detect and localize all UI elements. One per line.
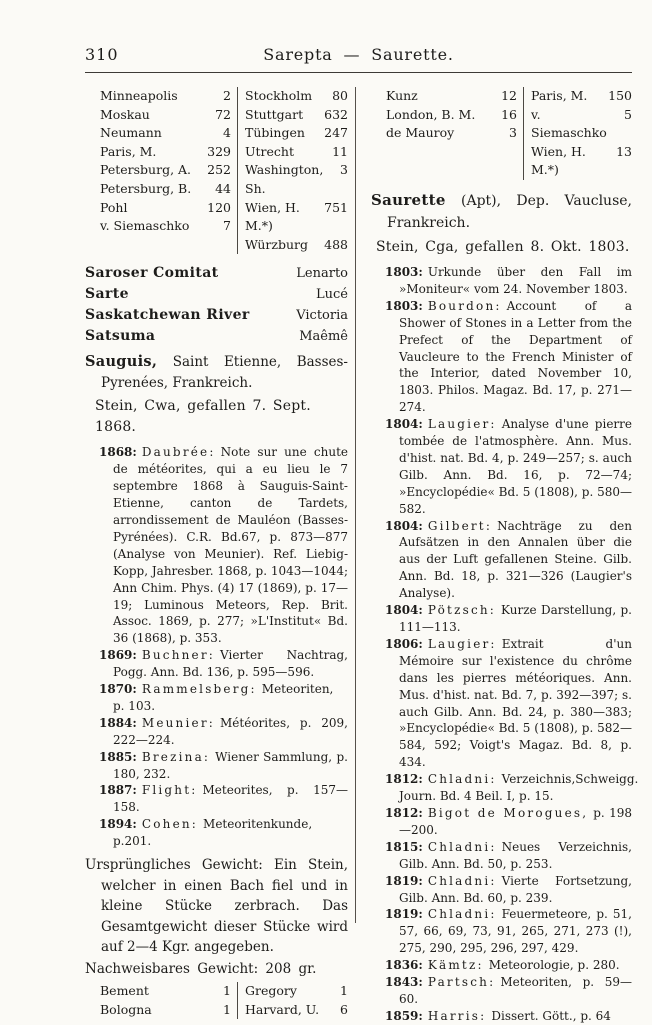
entry-year: 1868:: [99, 445, 137, 460]
entry-author: Chladni:: [427, 907, 497, 922]
right-column: [371, 87, 639, 1023]
cross-reference-list: [85, 263, 348, 347]
entry-text: Verzeichnis,Schweigg. Journ. Bd. 4 Beil. I, p. 15.: [399, 772, 639, 804]
entry-text: Vierte Fortsetzung, Gilb. Ann. Bd. 60, p. 239.: [399, 873, 632, 905]
locality-ref: Maêmê: [299, 329, 348, 345]
collection-name: Washington, Sh.: [245, 162, 324, 196]
weight-paragraph-verifiable: Nachweisbares Gewicht: 208 gr.: [85, 960, 317, 977]
table-row: [245, 982, 348, 1001]
collection-name: v. Siemaschko: [100, 218, 190, 234]
cross-reference-row: [85, 284, 348, 305]
collection-name: Wien, H. M.*): [531, 143, 586, 178]
entry-author: Cohen:: [141, 817, 199, 832]
collection-name: Harvard, U.: [245, 1001, 320, 1017]
entry-author: Brezina:: [141, 749, 211, 764]
bibliography-entry: [371, 416, 632, 517]
bibliography-entry: [85, 749, 348, 783]
bibliography-entry: [371, 974, 632, 1008]
table-row: [100, 217, 231, 236]
specimen-count: 6: [340, 1001, 348, 1017]
headword: Saskatchewan River: [85, 307, 250, 324]
entry-headword-paragraph: [371, 189, 632, 234]
bibliography-entry: [371, 839, 632, 873]
collection-name: Stockholm: [245, 88, 313, 103]
abundance-subcolumn: [386, 87, 524, 180]
specimen-count: 44: [215, 180, 231, 196]
entry-year: 1819:: [385, 873, 423, 888]
entry-text: Dissert. Gött., p. 64: [491, 1008, 611, 1023]
entry-year: 1885:: [99, 749, 137, 764]
entry-text: Extrait d'un Mémoire sur l'existence du chrôme dans les pierres météoriques. Ann. Mus. d'hist. nat. Bd. 7, p. 392—397; s. auch Gilb. Ann. Bd. 24, p. 380—383; »Encyclopédie« Bd. 5 (1808), p. 582—584, 592; Voigt's Magaz. Bd. 8, p. 434.: [399, 636, 632, 770]
running-title: Sarepta — Saurette.: [263, 45, 454, 64]
entry-year: 1859:: [385, 1008, 423, 1023]
collection-name: Paris, M.: [531, 88, 588, 103]
collection-name: London, B. M.: [386, 106, 476, 122]
specimen-count: 120: [207, 199, 231, 215]
specimen-count: 751: [324, 199, 348, 215]
specimen-count: 72: [215, 106, 231, 122]
specimen-count: 1: [223, 983, 231, 999]
table-row: [531, 87, 632, 106]
entry-author: Chladni:: [427, 839, 497, 854]
distribution-subcolumn: [238, 982, 348, 1019]
specimen-count: 247: [324, 125, 348, 141]
bibliography-entry: [371, 264, 632, 298]
cross-reference-row: [85, 305, 348, 326]
entry-text: Météorites, p. 209, 222—224.: [113, 715, 348, 747]
table-row: [100, 124, 231, 143]
specimen-count: 5: [624, 106, 632, 122]
entry-text: Kurze Darstellung, p. 111—113.: [399, 603, 632, 634]
entry-text: p. 198—200.: [399, 805, 632, 837]
entry-author: Chladni:: [427, 873, 497, 888]
locality-ref: Victoria: [296, 308, 348, 324]
bibliography-entry: [371, 873, 632, 907]
entry-text: Neues Verzeichnis, Gilb. Ann. Bd. 50, p. 253.: [399, 839, 632, 871]
entry-text: Meteoriten, p. 103.: [113, 682, 334, 713]
collection-name: Würzburg: [245, 236, 308, 252]
collection-name: Minneapolis: [100, 88, 178, 103]
collection-name: Utrecht: [245, 143, 295, 159]
entry-author: Laugier:: [427, 417, 497, 432]
bibliography-entry: [371, 602, 632, 636]
entry-author: Partsch:: [427, 975, 496, 990]
collection-name: Gregory: [245, 983, 297, 999]
entry-author: Rammelsberg:: [141, 682, 257, 697]
collection-name: Petersburg, A.: [100, 162, 192, 178]
table-row: [531, 143, 632, 180]
entry-year: 1804:: [385, 417, 423, 432]
bibliography-list: [85, 444, 348, 850]
entry-text: Meteoritenkunde, p.201.: [113, 817, 313, 849]
collection-name: Petersburg, B.: [100, 180, 192, 196]
header-rule: [85, 72, 632, 73]
cross-reference-row: [85, 263, 348, 284]
entry-text: Vierter Nachtrag, Pogg. Ann. Bd. 136, p. 595—596.: [113, 648, 348, 680]
entry-author: Daubrée:: [141, 445, 216, 460]
abundance-subcolumn: [524, 87, 632, 180]
distribution-subcolumn: [100, 982, 238, 1019]
fall-description: Stein, Cwa, gefallen 7. Sept. 1868.: [95, 398, 311, 436]
table-row: [245, 106, 348, 125]
bibliography-entry: [371, 298, 632, 416]
headword: Sarte: [85, 286, 129, 303]
column-divider: [355, 87, 356, 923]
bibliography-entry: [85, 444, 348, 647]
bibliography-entry: [85, 681, 348, 715]
entry-author: Buchner:: [141, 648, 216, 663]
entry-author: Bigot de Morogues,: [427, 805, 589, 820]
abundance-subcolumn: [238, 87, 348, 254]
distribution-table: [85, 982, 348, 1019]
headword: Saroser Comitat: [85, 265, 219, 282]
collection-name: Stuttgart: [245, 106, 304, 122]
locality-ref: Lucé: [316, 287, 348, 303]
collection-name: Wien, H. M.*): [245, 199, 300, 234]
bibliography-entry: [371, 518, 632, 603]
table-row: [386, 106, 517, 125]
bibliography-entry: [371, 957, 632, 974]
table-row: [245, 161, 348, 198]
bibliography-entry: [85, 816, 348, 850]
entry-headword-paragraph: [85, 352, 348, 393]
fall-description: Stein, Cga, gefallen 8. Okt. 1803.: [376, 238, 630, 255]
abundance-table-saurette: [371, 87, 632, 180]
collection-name: Bologna: [100, 1001, 152, 1017]
bibliography-entry: [371, 636, 632, 771]
collection-name: Tübingen: [245, 125, 305, 141]
collection-name: de Mauroy: [386, 125, 455, 141]
abundance-table-sarepta: [85, 87, 348, 254]
entry-year: 1815:: [385, 839, 423, 854]
entry-year: 1812:: [385, 772, 423, 787]
specimen-count: 488: [324, 236, 348, 252]
table-row: [245, 199, 348, 236]
entry-year: 1870:: [99, 682, 137, 697]
entry-author: Kämtz:: [427, 958, 484, 973]
entry-text: Urkunde über den Fall im »Moniteur« vom 24. November 1803.: [399, 264, 632, 296]
entry-year: 1804:: [385, 603, 423, 618]
locality-ref: Lenarto: [296, 266, 348, 282]
table-row: [100, 982, 231, 1001]
collection-name: Paris, M.: [100, 143, 157, 159]
entry-year: 1843:: [385, 975, 423, 990]
entry-text: Analyse d'une pierre tombée de l'atmosphère. Ann. Mus. d'hist. nat. Bd. 4, p. 249—257; s. auch Gilb. Ann. Bd. 16, p. 72—74; »Encyclopédie« Bd. 5 (1808), p. 580—582.: [399, 417, 632, 516]
table-row: [245, 236, 348, 255]
specimen-count: 3: [509, 125, 517, 141]
specimen-count: 12: [501, 88, 517, 103]
bibliography-entry: [85, 782, 348, 816]
specimen-count: 1: [340, 983, 348, 999]
entry-text: Meteorites, p. 157—158.: [113, 783, 348, 815]
headword: Satsuma: [85, 328, 156, 345]
specimen-count: 4: [223, 125, 231, 141]
entry-author: Pötzsch:: [427, 603, 497, 618]
entry-year: 1884:: [99, 715, 137, 730]
entry-year: 1887:: [99, 783, 137, 798]
collection-name: Kunz: [386, 88, 418, 103]
bibliography-entry: [371, 771, 639, 805]
entry-author: Flight:: [141, 783, 198, 798]
weight-section: [85, 855, 348, 979]
collection-name: v. Siemaschko: [531, 106, 607, 141]
table-row: [100, 1001, 231, 1020]
entry-author: Meunier:: [141, 715, 215, 730]
table-row: [245, 1001, 348, 1020]
collection-name: Neumann: [100, 125, 162, 141]
entry-text: Note sur une chute de météorites, qui a eu lieu le 7 septembre 1868 à Sauguis-Saint-Etienne, canton de Tardets, arrondissement de Mauléon (Basses-Pyrénées). C.R. Bd.67, p. 873—877 (Analyse von Meunier). Ref. Liebig-Kopp, Jahresber. 1868, p. 1043—1044; Ann Chim. Phys. (4) 17 (1869), p. 17—19; Luminous Meteors, Rep. Brit. Assoc. 1869, p. 277; »L'Institut« Bd. 36 (1868), p. 353.: [113, 445, 348, 646]
specimen-count: 2: [223, 88, 231, 103]
table-row: [245, 143, 348, 162]
table-row: [245, 87, 348, 106]
bibliography-entry: [85, 715, 348, 749]
specimen-count: 3: [340, 162, 348, 178]
entry-author: Gilbert:: [427, 518, 493, 533]
entry-text: Feuermeteore, p. 51, 57, 66, 69, 73, 91, 265, 271, 273 (!), 275, 290, 295, 296, 297, 429.: [399, 907, 632, 956]
collection-name: Pohl: [100, 199, 128, 215]
entry-text: Wiener Sammlung, p. 180, 232.: [113, 749, 348, 781]
entry-location: (Apt), Dep. Vaucluse, Frankreich.: [387, 192, 632, 231]
entry-author: Harris:: [427, 1008, 487, 1023]
entry-text: Meteorologie, p. 280.: [488, 958, 620, 973]
specimen-count: 1: [223, 1001, 231, 1017]
bibliography-entry: [371, 906, 632, 957]
specimen-count: 16: [501, 106, 517, 122]
table-row: [386, 87, 517, 106]
entry-location: Saint Etienne, Basses-Pyrenées, Frankreich.: [101, 354, 348, 391]
weight-paragraph-original: Ursprüngliches Gewicht: Ein Stein, welcher in einen Bach fiel und in kleine Stücke zerbrach. Das Gesamtgewicht dieser Stücke wird auf 2—4 Kgr. angegeben.: [85, 857, 348, 956]
specimen-count: 80: [332, 88, 348, 103]
entry-year: 1819:: [385, 907, 423, 922]
bibliography-entry: [371, 805, 632, 839]
left-column: [85, 87, 348, 1017]
specimen-count: 13: [616, 143, 632, 159]
specimen-count: 329: [207, 143, 231, 159]
page-number: 310: [85, 45, 119, 64]
bibliography-entry: [371, 1008, 632, 1025]
entry-text: Nachträge zu den Aufsätzen in den Annalen über die aus der Luft gefallenen Steine. Gilb. Ann. Bd. 18, p. 321—326 (Laugier's Analyse).: [399, 518, 632, 601]
entry-author: Laugier:: [427, 636, 497, 651]
specimen-count: 7: [223, 218, 231, 234]
table-row: [100, 161, 231, 180]
cross-reference-row: [85, 326, 348, 347]
specimen-count: 150: [608, 88, 632, 103]
collection-name: Bement: [100, 983, 149, 999]
abundance-subcolumn: [100, 87, 238, 254]
table-row: [100, 180, 231, 199]
collection-name: Moskau: [100, 106, 150, 122]
entry-year: 1804:: [385, 518, 423, 533]
entry-text: Meteoriten, p. 59—60.: [399, 975, 632, 1006]
entry-year: 1869:: [99, 648, 137, 663]
bibliography-entry: [85, 647, 348, 681]
table-row: [100, 87, 231, 106]
table-row: [100, 199, 231, 218]
entry-year: 1806:: [385, 636, 423, 651]
headword: Sauguis,: [85, 353, 158, 371]
specimen-count: 252: [207, 162, 231, 178]
bibliography-list: [371, 264, 639, 1025]
table-row: [100, 143, 231, 162]
table-row: [100, 106, 231, 125]
entry-year: 1803:: [385, 264, 423, 279]
entry-year: 1803:: [385, 298, 423, 313]
headword: Saurette: [371, 190, 446, 209]
specimen-count: 11: [332, 143, 348, 159]
table-row: [531, 106, 632, 143]
table-row: [245, 124, 348, 143]
specimen-count: 632: [324, 106, 348, 122]
entry-text: Account of a Shower of Stones in a Letter from the Prefect of the Department of Vaucleure to the French Minister of the Interior, dated November 10, 1803. Philos. Magaz. Bd. 17, p. 271—274.: [399, 298, 632, 415]
entry-year: 1894:: [99, 817, 137, 832]
entry-author: Bourdon:: [427, 298, 502, 313]
table-row: [386, 124, 517, 143]
entry-author: Chladni:: [427, 772, 497, 787]
entry-year: 1836:: [385, 958, 423, 973]
entry-year: 1812:: [385, 805, 423, 820]
